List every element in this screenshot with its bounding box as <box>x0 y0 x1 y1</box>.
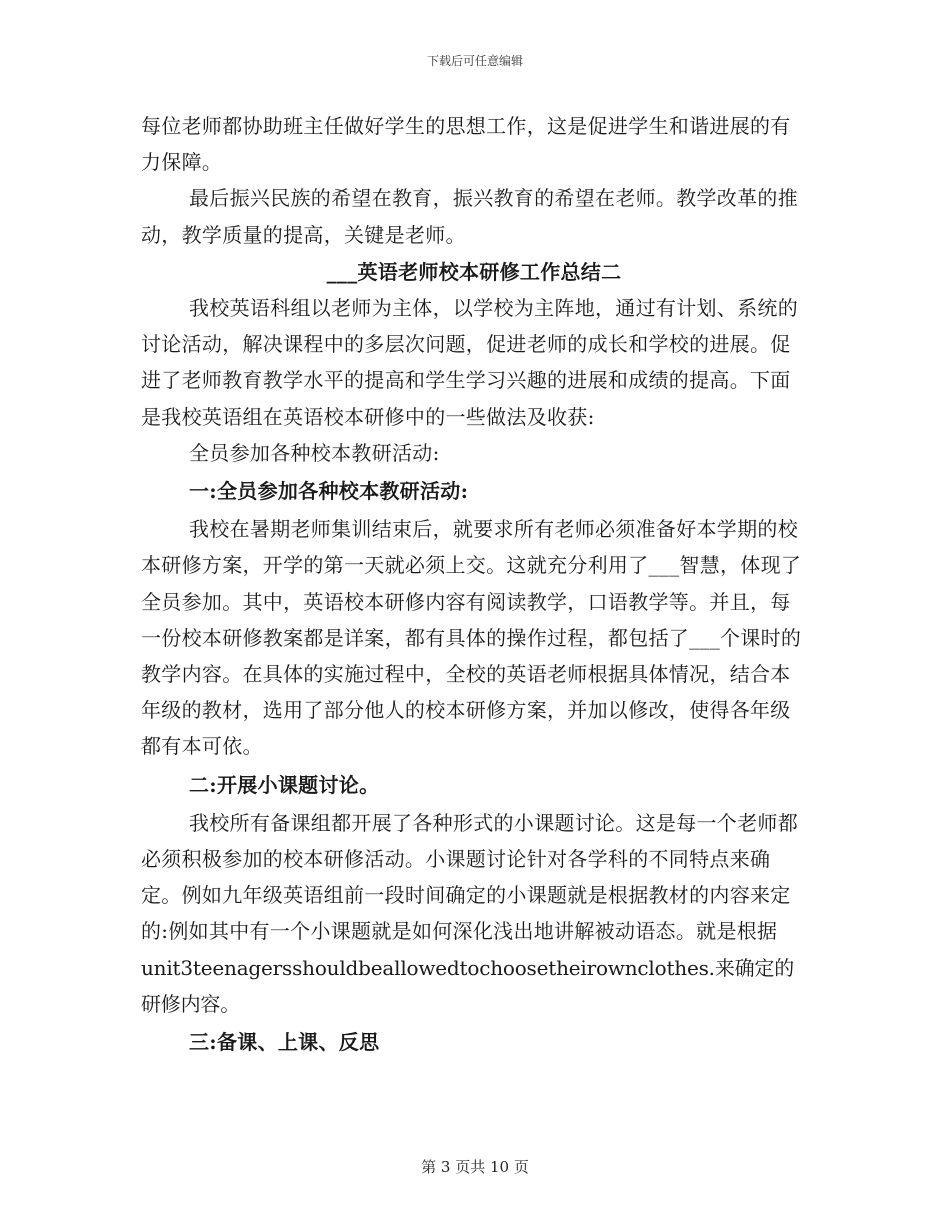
page-header: 下载后可任意编辑 <box>426 54 523 68</box>
page-footer: 第 3 页共 10 页 <box>421 1158 529 1176</box>
paragraph-conclusion: 最后振兴民族的希望在教育，振兴教育的希望在老师。教学改革的推动，教学质量的提高，关键是老师。 <box>141 186 798 247</box>
paragraph-lead: 全员参加各种校本教研活动: <box>189 440 440 465</box>
section-title: ___英语老师校本研修工作总结二 <box>326 259 622 284</box>
paragraph-intro: 我校英语科组以老师为主体，以学校为主阵地，通过有计划、系统的讨论活动，解决课程中的多层次问题，促进老师的成长和学校的进展。促进了老师教育教学水平的提高和学生学习兴趣的进展和成绩的提高。下面是我校英语组在英语校本研修中的一些做法及收获: <box>141 296 798 429</box>
paragraph-two: 我校所有备课组都开展了各种形式的小课题讨论。这是每一个老师都必须积极参加的校本研修活动。小课题讨论针对各学科的不同特点来确定。例如九年级英语组前一段时间确定的小课题就是根据教材的内容来定的:例如其中有一个小课题就是如何深化浅出地讲解被动语态。就是根据 <box>141 810 798 944</box>
paragraph-two-continued: unit3teenagersshouldbeallowedtochoosetheirownclothes.来确定的研修内容。 <box>141 955 795 1016</box>
document-body <box>141 108 807 1062</box>
heading-two: 二:开展小课题讨论。 <box>189 772 380 797</box>
paragraph-one: 我校在暑期老师集训结束后，就要求所有老师必须准备好本学期的校本研修方案，开学的第一天就必须上交。这就充分利用了___智慧，体现了全员参加。其中，英语校本研修内容有阅读教学，口语教学等。并且，每一份校本研修教案都是详案，都有具体的操作过程，都包括了___个课时的教学内容。在具体的实施过程中，全校的英语老师根据具体情况，结合本年级的教材，选用了部分他人的校本研修方案，并加以修改，使得各年级都有本可依。 <box>141 517 802 759</box>
heading-three: 三:备课、上课、反思 <box>189 1030 380 1055</box>
heading-one: 一:全员参加各种校本教研活动: <box>189 479 469 504</box>
paragraph-continued: 每位老师都协助班主任做好学生的思想工作，这是促进学生和谐进展的有力保障。 <box>141 114 791 175</box>
